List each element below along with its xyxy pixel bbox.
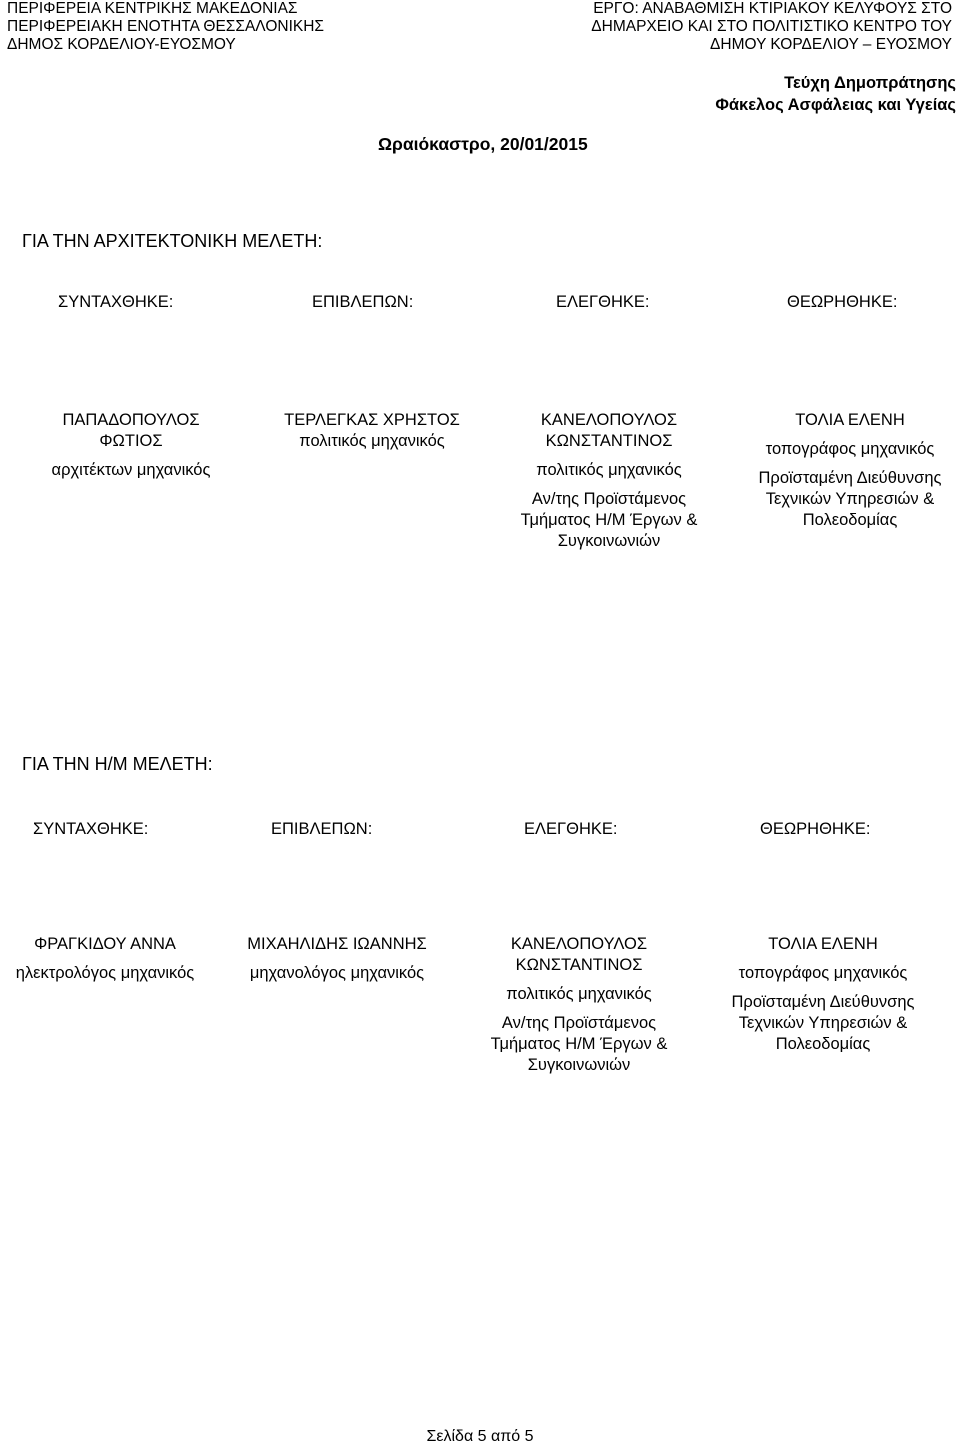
signatory-position: Συγκοινωνιών <box>557 532 661 550</box>
signatory-block <box>514 410 704 552</box>
signatory-position: Πολεοδομίας <box>775 1035 871 1053</box>
signatory-name: ΦΡΑΓΚΙΔΟΥ ΑΝΝΑ <box>34 935 176 953</box>
signatory-name: ΦΩΤΙΟΣ <box>99 432 163 450</box>
signatory-profession: τοπογράφος μηχανικός <box>765 440 935 458</box>
signatory-name: ΤΟΛΙΑ ΕΛΕΝΗ <box>768 935 878 953</box>
section-title-architectural: ΓΙΑ ΤΗΝ ΑΡΧΙΤΕΚΤΟΝΙΚΗ ΜΕΛΕΤΗ: <box>22 231 323 251</box>
signatory-name: ΚΩΝΣΤΑΝΤΙΝΟΣ <box>545 432 673 450</box>
document-title-line: Τεύχη Δημοπράτησης <box>784 74 956 92</box>
page-number: Σελίδα 5 από 5 <box>426 1428 534 1445</box>
header-left-line: ΠΕΡΙΦΕΡΕΙΑ ΚΕΝΤΡΙΚΗΣ ΜΑΚΕΔΟΝΙΑΣ <box>7 0 298 17</box>
role-compiled: ΣΥΝΤΑΧΘΗΚΕ: <box>33 820 149 838</box>
signatory-position: Πολεοδομίας <box>802 511 898 529</box>
role-approved: ΘΕΩΡΗΘΗΚΕ: <box>760 820 871 838</box>
signatory-position: Αν/της Προϊστάμενος <box>531 490 687 508</box>
signatory-position: Τεχνικών Υπηρεσιών & <box>738 1014 908 1032</box>
signatory-profession: τοπογράφος μηχανικός <box>738 964 908 982</box>
signatory-profession: πολιτικός μηχανικός <box>299 432 445 450</box>
document-title <box>715 72 956 116</box>
signatory-position: Συγκοινωνιών <box>527 1056 631 1074</box>
signatory-block <box>484 934 674 1076</box>
document-title-line: Φάκελος Ασφάλειας και Υγείας <box>715 96 956 114</box>
signatory-position: Τμήματος Η/Μ Έργων & <box>490 1035 668 1053</box>
header-right-line: ΔΗΜΑΡΧΕΙΟ ΚΑΙ ΣΤΟ ΠΟΛΙΤΙΣΤΙΚΟ ΚΕΝΤΡΟ ΤΟΥ <box>591 18 952 35</box>
signatory-name: ΚΩΝΣΤΑΝΤΙΝΟΣ <box>515 956 643 974</box>
role-approved: ΘΕΩΡΗΘΗΚΕ: <box>787 293 898 311</box>
role-compiled: ΣΥΝΤΑΧΘΗΚΕ: <box>58 293 174 311</box>
signatory-block <box>232 934 442 984</box>
signatory-name: ΚΑΝΕΛΟΠΟΥΛΟΣ <box>510 935 648 953</box>
role-checked: ΕΛΕΓΘΗΚΕ: <box>524 820 618 838</box>
signatory-name: ΚΑΝΕΛΟΠΟΥΛΟΣ <box>540 411 678 429</box>
role-checked: ΕΛΕΓΘΗΚΕ: <box>556 293 650 311</box>
signatory-profession: μηχανολόγος μηχανικός <box>249 964 425 982</box>
role-supervisor: ΕΠΙΒΛΕΠΩΝ: <box>312 293 414 311</box>
signatory-position: Αν/της Προϊστάμενος <box>501 1014 657 1032</box>
header-left-line: ΔΗΜΟΣ ΚΟΡΔΕΛΙΟΥ-ΕΥΟΣΜΟΥ <box>7 36 236 53</box>
signatory-position: Προϊσταμένη Διεύθυνσης <box>758 469 942 487</box>
signatory-profession: ηλεκτρολόγος μηχανικός <box>15 964 195 982</box>
header-project <box>591 0 952 54</box>
signatory-block <box>0 934 210 984</box>
header-right-line: ΕΡΓΟ: ΑΝΑΒΑΘΜΙΣΗ ΚΤΙΡΙΑΚΟΥ ΚΕΛΥΦΟΥΣ ΣΤΟ <box>593 0 952 17</box>
header-left-line: ΠΕΡΙΦΕΡΕΙΑΚΗ ΕΝΟΤΗΤΑ ΘΕΣΣΑΛΟΝΙΚΗΣ <box>7 18 324 35</box>
signatory-position: Τμήματος Η/Μ Έργων & <box>520 511 698 529</box>
signatory-profession: αρχιτέκτων μηχανικός <box>51 461 211 479</box>
signatory-name: ΤΕΡΛΕΓΚΑΣ ΧΡΗΣΤΟΣ <box>284 411 460 429</box>
signatory-block <box>745 410 955 531</box>
role-supervisor: ΕΠΙΒΛΕΠΩΝ: <box>271 820 373 838</box>
header-authority <box>7 0 324 54</box>
signatory-name: ΜΙΧΑΗΛΙΔΗΣ ΙΩΑΝΝΗΣ <box>247 935 427 953</box>
header-right-line: ΔΗΜΟΥ ΚΟΡΔΕΛΙΟΥ – ΕΥΟΣΜΟΥ <box>710 36 952 53</box>
section-title-electromechanical: ΓΙΑ ΤΗΝ Η/Μ ΜΕΛΕΤΗ: <box>22 754 213 774</box>
signatory-block <box>718 934 928 1055</box>
signatory-position: Τεχνικών Υπηρεσιών & <box>765 490 935 508</box>
place-date: Ωραιόκαστρο, 20/01/2015 <box>378 134 588 154</box>
signatory-name: ΠΑΠΑΔΟΠΟΥΛΟΣ <box>62 411 200 429</box>
signatory-profession: πολιτικός μηχανικός <box>536 461 682 479</box>
signatory-position: Προϊσταμένη Διεύθυνσης <box>731 993 915 1011</box>
signatory-name: ΤΟΛΙΑ ΕΛΕΝΗ <box>795 411 905 429</box>
signatory-profession: πολιτικός μηχανικός <box>506 985 652 1003</box>
signatory-block <box>36 410 226 481</box>
signatory-block <box>271 410 473 452</box>
